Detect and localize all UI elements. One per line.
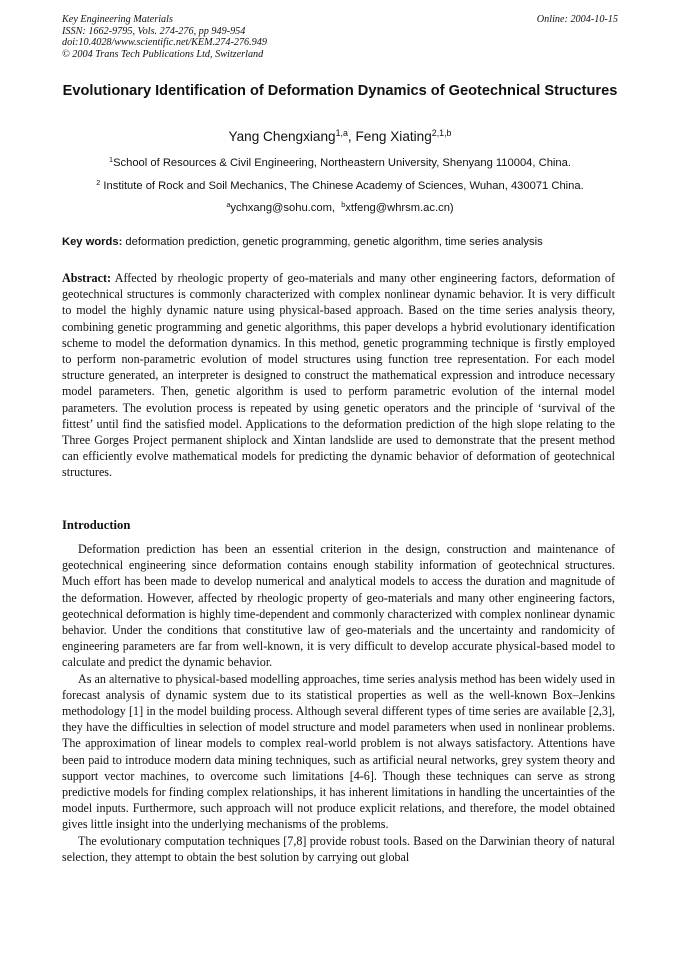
journal-header (62, 14, 618, 60)
author-1-affil-mark: 1,a (335, 128, 348, 139)
affiliation-1 (62, 156, 618, 170)
introduction-heading: Introduction (62, 518, 131, 532)
abstract-label: Abstract: (62, 271, 112, 285)
abstract-text: Affected by rheologic property of geo-materials and many other engineering factors, deformation of geotechnical structures is commonly characterized with complex nonlinear dynamic behavior. It is very difficult to model the highly dynamic nature using physical-based approach. Based on the time series analysis theory, combining genetic programming and genetic algorithms, this paper develops a hybrid evolutionary identification scheme to model the deformation dynamics. In this method, genetic programming technique is firstly employed to perform non-parametric evolution of model structures using function tree representation. For each model structure generated, an interpreter is designed to construct the mathematical expression and introduce necessary model parameters. Then, genetic algorithm is used to perform parametric evolution of the internal model parameters. The evolution process is repeated by using genetic operators and the principle of ‘survival of the fittest’ until find the satisfied model. Applications to the deformation prediction of the high slope relating to the Three Gorges Project permanent shiplock and Xintan landslide are used to demonstrate that the present method can efficiently evolve mathematical models for predicting the dynamic behavior of deformation of geotechnical structures. (62, 271, 615, 480)
abstract (62, 270, 615, 481)
email-b[interactable]: xtfeng@whrsm.ac.cn) (345, 202, 454, 214)
author-2-affil-mark: 2,1,b (431, 128, 452, 139)
copyright-line: © 2004 Trans Tech Publications Ltd, Switzerland (62, 48, 264, 60)
author-line (62, 128, 618, 145)
author-separator: , (347, 129, 356, 144)
keywords-text: deformation prediction, genetic programming, genetic algorithm, time series analysis (122, 236, 543, 248)
intro-paragraph-3: The evolutionary computation techniques [7,8] provide robust tools. Based on the Darwinian theory of natural selection, they attempt to obtain the best solution by carrying out global (62, 833, 615, 864)
introduction-body (62, 541, 615, 865)
keywords (62, 235, 618, 249)
journal-name: Key Engineering Materials (62, 14, 173, 25)
email-a[interactable]: ychxang@sohu.com, (230, 202, 336, 214)
issn-line: ISSN: 1662-9795, Vols. 274-276, pp 949-954 (62, 25, 246, 37)
paper-title: Evolutionary Identification of Deformation Dynamics of Geotechnical Structures (62, 83, 618, 99)
intro-paragraph-2: As an alternative to physical-based modelling approaches, time series analysis method has been widely used in forecast analysis of dynamic system due to its statistical properties as well as the well-known Box–Jenkins methodology [1] in the model building process. Although several different types of time series are available [2,3], they have the difficulties in selection of model structure and model parameters when used in nonlinear problems. The approximation of linear models to complex real-world problem is not always satisfactory. Attentions have been paid to introduce modern data mining techniques, such as artificial neural networks, grey system theory and support vector machines, to overcome such limitations [4-6]. Though these techniques can serve as strong predictive models for finding complex relationships, it has inherent limitations in handling the uncertainties of the model inputs. Furthermore, such approach will not produce explicit relations, and therefore, the model obtained gives little insight into the underlying mechanisms of the problems. (62, 671, 615, 832)
affiliation-1-mark: 1 (109, 155, 114, 164)
email-line (62, 201, 618, 215)
affiliation-2-mark: 2 (96, 178, 101, 187)
author-2-name: Feng Xiating (355, 129, 432, 144)
email-a-mark: a (226, 200, 231, 209)
affiliation-2-text: Institute of Rock and Soil Mechanics, The Chinese Academy of Sciences, Wuhan, 430071 China. (100, 180, 584, 192)
keywords-label: Key words: (62, 236, 123, 248)
doi-line: doi:10.4028/www.scientific.net/KEM.274-276.949 (62, 37, 267, 48)
author-1-name: Yang Chengxiang (228, 129, 336, 144)
intro-paragraph-1: Deformation prediction has been an essential criterion in the design, construction and maintenance of geotechnical engineering since deformation contains enough stability information of geotechnical structures. Much effort has been made to develop numerical and analytical models to access the duration and magnitude of the deformation. However, affected by rheologic property of geo-materials and many other engineering factors, geotechnical deformation is highly time-dependent and commonly characterized with complex nonlinear dynamic behavior. Under the conditions that constitutive law of geo-materials and the uncertainty and randomicity of engineering parameters are far from well-known, it is very difficult to develop accurate physical-based model to calculate and predict the dynamic behavior. (62, 542, 615, 670)
affiliation-2 (62, 179, 618, 193)
online-date: Online: 2004-10-15 (536, 14, 618, 25)
affiliation-1-text: School of Resources & Civil Engineering, Northeastern University, Shenyang 110004, China. (113, 157, 571, 169)
email-b-mark: b (341, 200, 346, 209)
